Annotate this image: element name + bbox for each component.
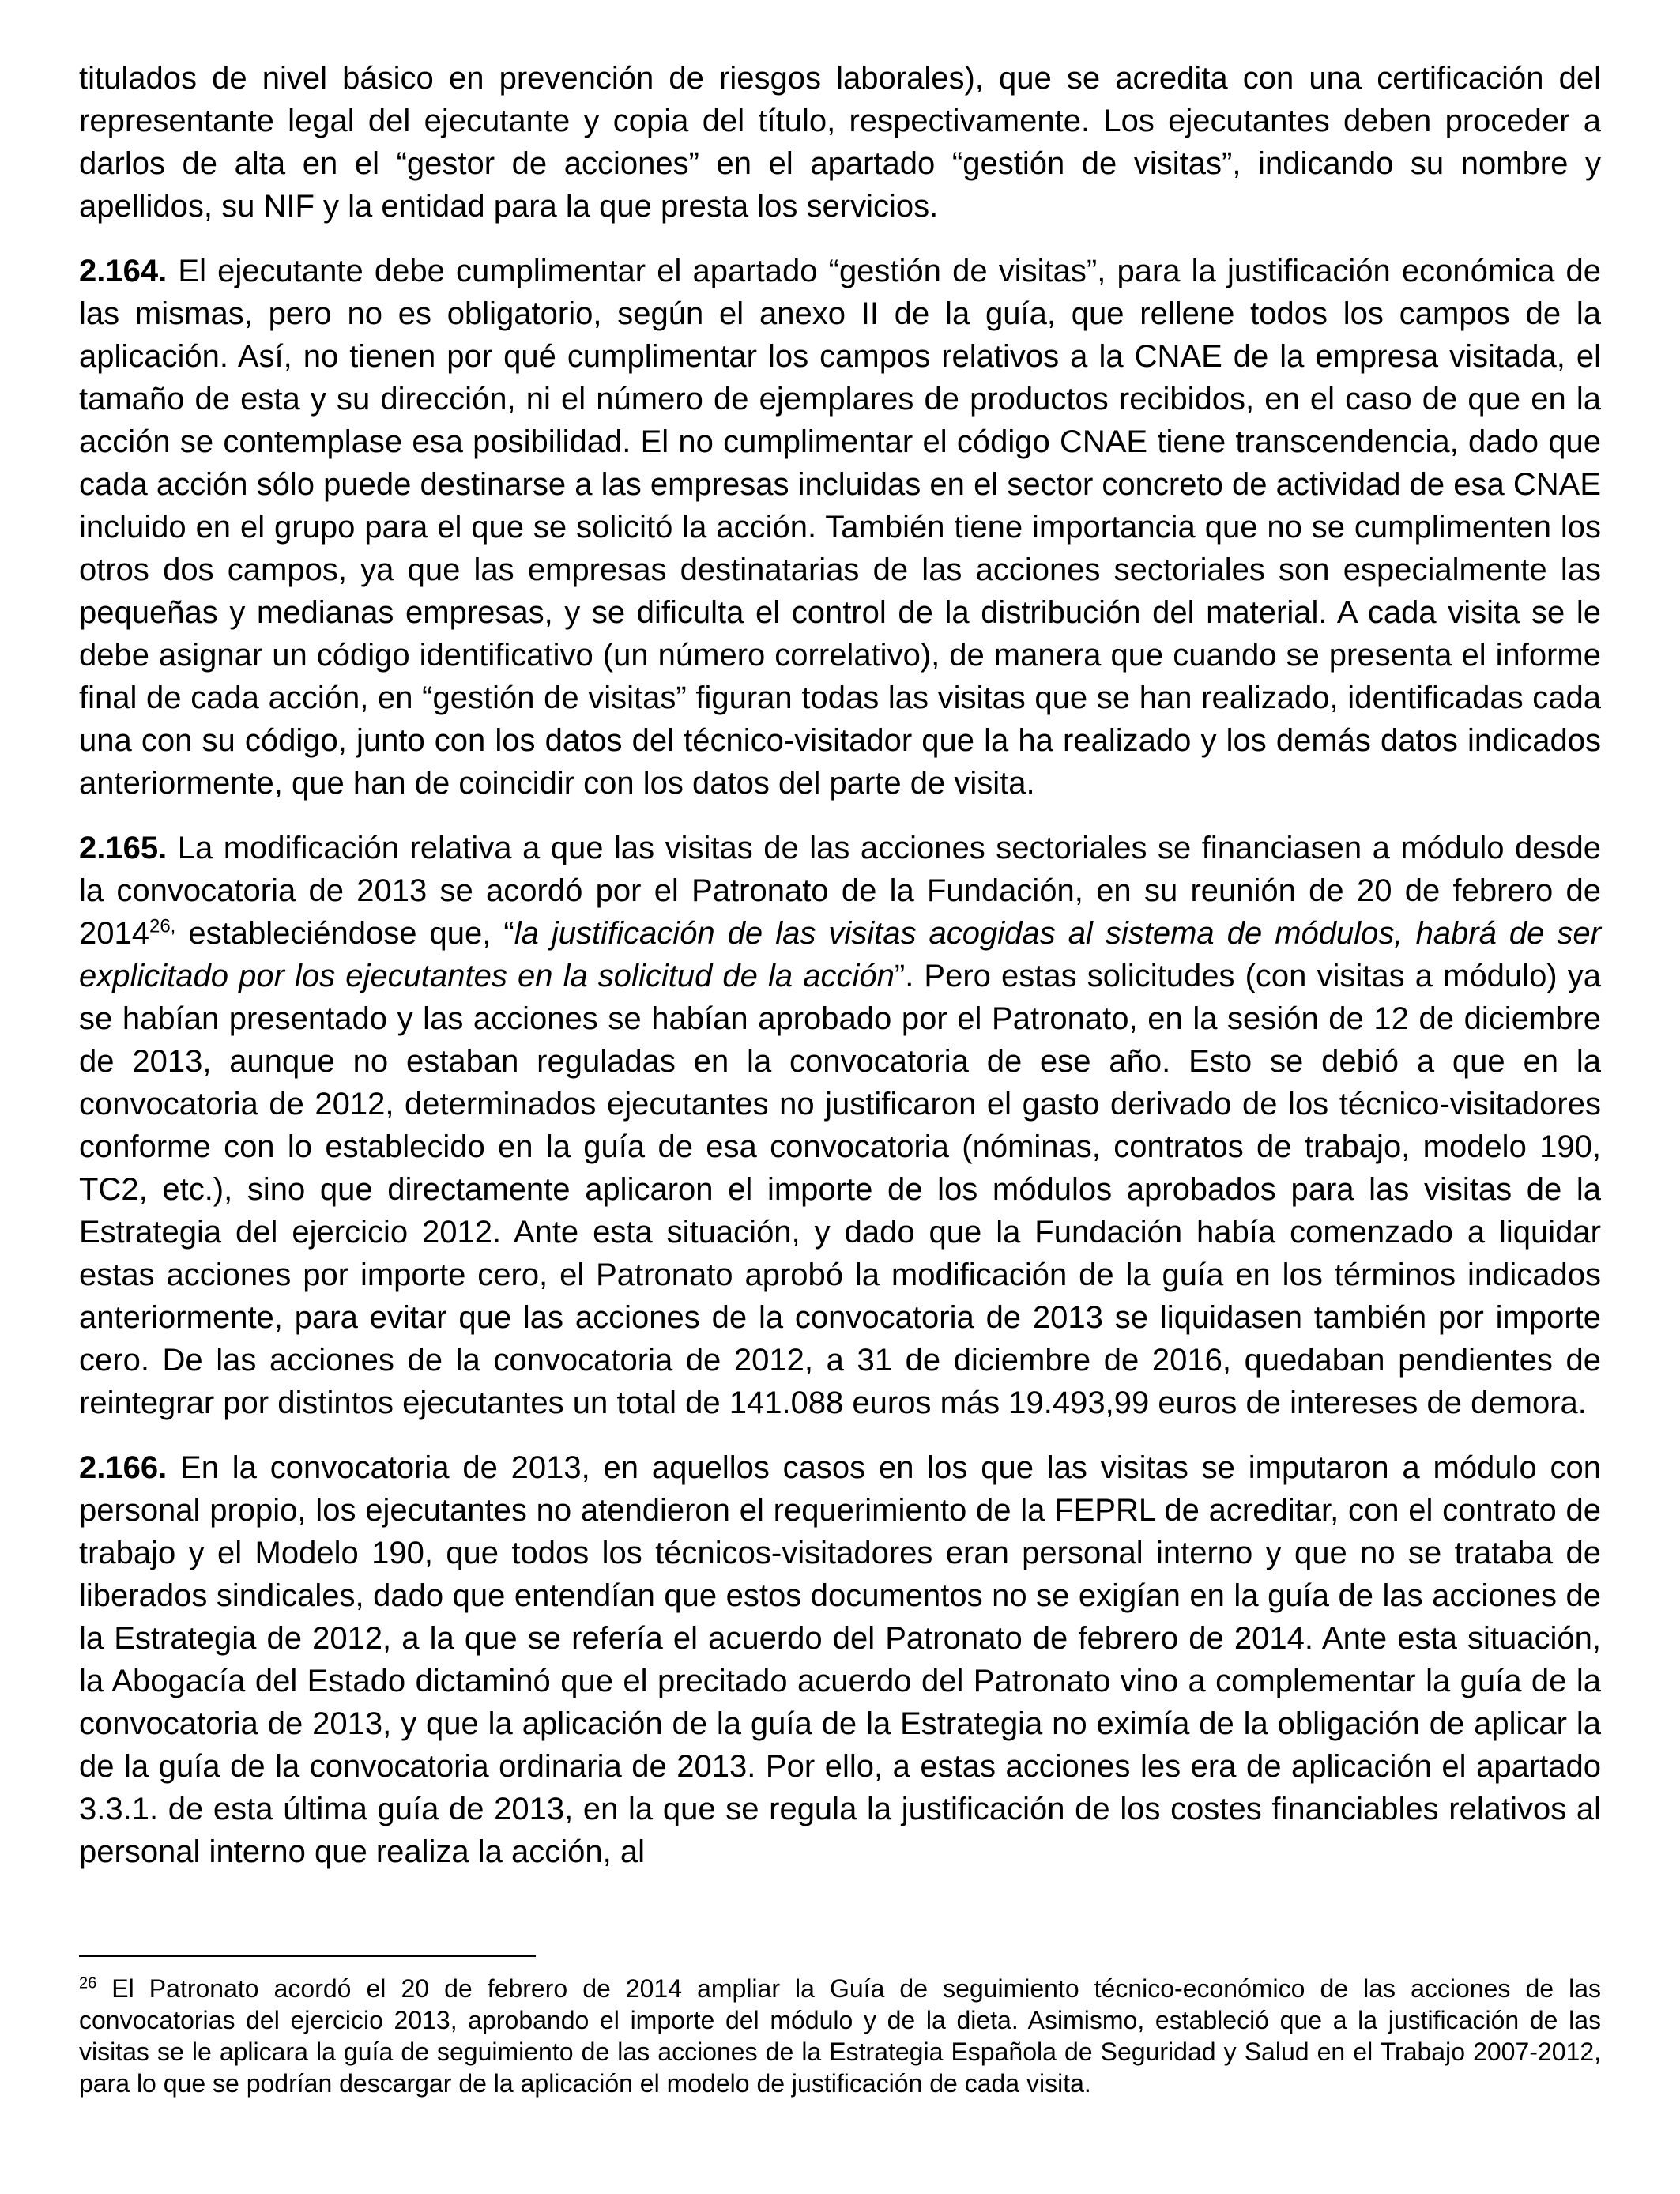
paragraph-number: 2.164.: [79, 254, 168, 288]
paragraph-2-166: [79, 1446, 1601, 1873]
document-body: [79, 57, 1601, 1895]
quoted-text: la justificación de las visitas acogidas al sistema de módulos, habrá de ser explicitado por los ejecutantes en la solicitud de la acción: [79, 916, 1601, 993]
paragraph-2-164: [79, 250, 1601, 805]
paragraph-number: 2.166.: [79, 1450, 168, 1485]
paragraph-text: El ejecutante debe cumplimentar el apartado “gestión de visitas”, para la justificación económica de las mismas, pero no es obligatorio, según el anexo II de la guía, que rellene todos los campos de la aplicación. Así, no tienen por qué cumplimentar los campos relativos a la CNAE de la empresa visitada, el tamaño de esta y su dirección, ni el número de ejemplares de productos recibidos, en el caso de que en la acción se contemplase esa posibilidad. El no cumplimentar el código CNAE tiene transcendencia, dado que cada acción sólo puede destinarse a las empresas incluidas en el sector concreto de actividad de esa CNAE incluido en el grupo para el que se solicitó la acción. También tiene importancia que no se cumplimenten los otros dos campos, ya que las empresas destinatarias de las acciones sectoriales son especialmente las pequeñas y medianas empresas, y se dificulta el control de la distribución del material. A cada visita se le debe asignar un código identificativo (un número correlativo), de manera que cuando se presenta el informe final de cada acción, en “gestión de visitas” figuran todas las visitas que se han realizado, identificadas cada una con su código, junto con los datos del técnico-visitador que la ha realizado y los demás datos indicados anteriormente, que han de coincidir con los datos del parte de visita.: [79, 254, 1601, 801]
footnote: [79, 1973, 1601, 2099]
paragraph-text: estableciéndose que, “: [175, 916, 514, 951]
paragraph-text: En la convocatoria de 2013, en aquellos casos en los que las visitas se imputaron a módulo con personal propio, los ejecutantes no atendieron el requerimiento de la FEPRL de acreditar, con el contrato de trabajo y el Modelo 190, que todos los técnicos-visitadores eran personal interno y que no se trataba de liberados sindicales, dado que entendían que estos documentos no se exigían en la guía de las acciones de la Estrategia de 2012, a la que se refería el acuerdo del Patronato de febrero de 2014. Ante esta situación, la Abogacía del Estado dictaminó que el precitado acuerdo del Patronato vino a complementar la guía de la convocatoria de 2013, y que la aplicación de la guía de la Estrategia no eximía de la obligación de aplicar la de la guía de la convocatoria ordinaria de 2013. Por ello, a estas acciones les era de aplicación el apartado 3.3.1. de esta última guía de 2013, en la que se regula la justificación de los costes financiables relativos al personal interno que realiza la acción, al: [79, 1450, 1601, 1869]
paragraph-2-165: [79, 827, 1601, 1424]
footnote-text: El Patronato acordó el 20 de febrero de 2014 ampliar la Guía de seguimiento técnico-económico de las acciones de las convocatorias del ejercicio 2013, aprobando el importe del módulo y de la dieta. Asimismo, estableció que a la justificación de las visitas se le aplicara la guía de seguimiento de las acciones de la Estrategia Española de Seguridad y Salud en el Trabajo 2007-2012, para lo que se podrían descargar de la aplicación el modelo de justificación de cada visita.: [79, 1974, 1601, 2098]
paragraph-continuation: [79, 57, 1601, 228]
paragraph-number: 2.165.: [79, 831, 168, 865]
footnote-divider: [79, 1955, 536, 1957]
paragraph-text: ”. Pero estas solicitudes (con visitas a módulo) ya se habían presentado y las acciones se habían aprobado por el Patronato, en la sesión de 12 de diciembre de 2013, aunque no estaban reguladas en la convocatoria de ese año. Esto se debió a que en la convocatoria de 2012, determinados ejecutantes no justificaron el gasto derivado de los técnico-visitadores conforme con lo establecido en la guía de esa convocatoria (nóminas, contratos de trabajo, modelo 190, TC2, etc.), sino que directamente aplicaron el importe de los módulos aprobados para las visitas de la Estrategia del ejercicio 2012. Ante esta situación, y dado que la Fundación había comenzado a liquidar estas acciones por importe cero, el Patronato aprobó la modificación de la guía en los términos indicados anteriormente, para evitar que las acciones de la convocatoria de 2013 se liquidasen también por importe cero. De las acciones de la convocatoria de 2012, a 31 de diciembre de 2016, quedaban pendientes de reintegrar por distintos ejecutantes un total de 141.088 euros más 19.493,99 euros de intereses de demora.: [79, 959, 1601, 1420]
paragraph-text: La modificación relativa a que las visitas de las acciones sectoriales se financiasen a módulo desde la convocatoria de 2013 se acordó por el Patronato de la Fundación, en su reunión de 20 de febrero de 2014: [79, 831, 1601, 951]
paragraph-text: titulados de nivel básico en prevención de riesgos laborales), que se acredita con una certificación del representante legal del ejecutante y copia del título, respectivamente. Los ejecutantes deben proceder a darlos de alta en el “gestor de acciones” en el apartado “gestión de visitas”, indicando su nombre y apellidos, su NIF y la entidad para la que presta los servicios.: [79, 61, 1601, 224]
footnote-marker: 26: [79, 1974, 97, 1992]
footnote-reference: 26,: [149, 915, 176, 937]
